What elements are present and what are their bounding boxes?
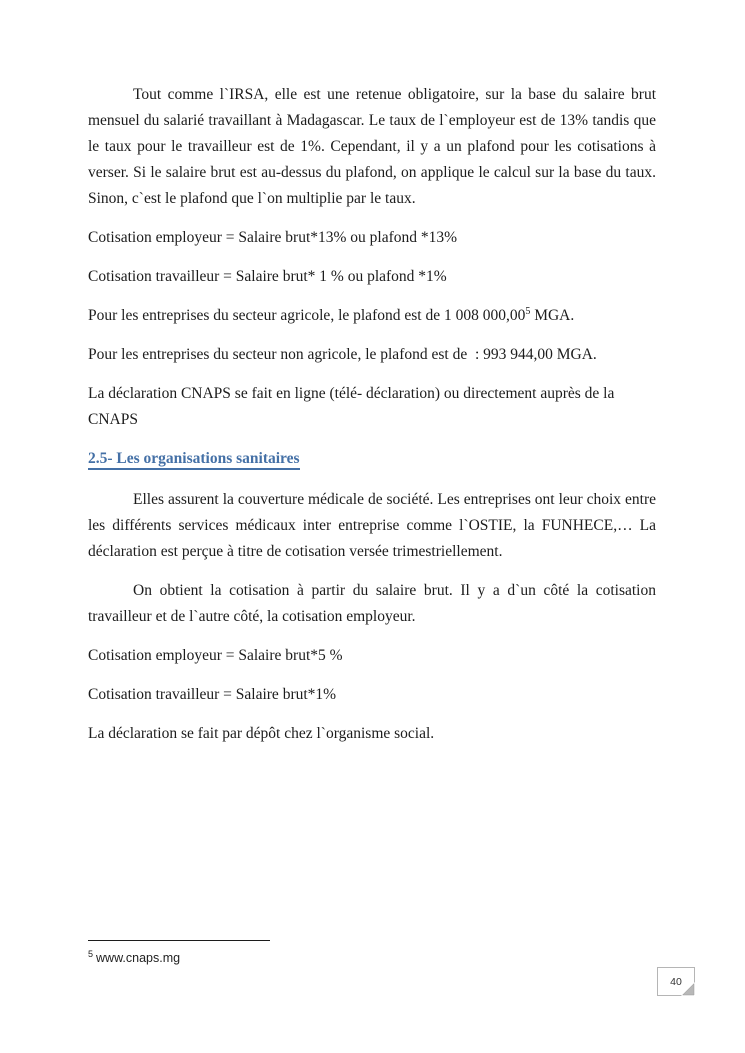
formula-cotisation-employeur-13: Cotisation employeur = Salaire brut*13% ou plafond *13% xyxy=(88,229,458,246)
line-declaration-depot: La déclaration se fait par dépôt chez l`organisme social. xyxy=(88,725,435,742)
paragraph-cotisation-salaire-brut: On obtient la cotisation à partir du salaire brut. Il y a d`un côté la cotisation travailleur et de l`autre côté, la cotisation employeur. xyxy=(88,582,656,625)
folded-corner-icon xyxy=(681,982,695,996)
footnote-separator xyxy=(88,940,270,941)
formula-cotisation-employeur-5: Cotisation employeur = Salaire brut*5 % xyxy=(88,647,343,664)
plafond-agricole-unit: MGA. xyxy=(530,307,575,324)
page-content xyxy=(88,82,656,760)
footnote-reference-5: 5 xyxy=(525,305,531,317)
formula-cotisation-travailleur-1b: Cotisation travailleur = Salaire brut*1% xyxy=(88,686,337,703)
line-plafond-non-agricole: Pour les entreprises du secteur non agricole, le plafond est de : 993 944,00 MGA. xyxy=(88,346,597,363)
paragraph-irsa: Tout comme l`IRSA, elle est une retenue obligatoire, sur la base du salaire brut mensuel du salarié travaillant à Madagascar. Le taux de l`employeur est de 13% tandis que le taux pour le travailleur est de 1%. Cependant, il y a un plafond pour les cotisations à verser. Si le salaire brut est au-dessus du plafond, on applique le calcul sur la base du taux. Sinon, c`est le plafond que l`on multiplie par le taux. xyxy=(88,86,656,207)
page-number-box xyxy=(657,967,695,996)
paragraph-organisations-sanitaires: Elles assurent la couverture médicale de société. Les entreprises ont leur choix entre les différents services médicaux inter entreprise comme l`OSTIE, la FUNHECE,… La déclaration est perçue à titre de cotisation versée trimestriellement. xyxy=(88,491,656,560)
line-declaration-cnaps: La déclaration CNAPS se fait en ligne (télé- déclaration) ou directement auprès de la CNAPS xyxy=(88,385,615,428)
section-heading-text: 2.5- Les organisations sanitaires xyxy=(88,450,300,470)
plafond-agricole-text: Pour les entreprises du secteur agricole, le plafond est de 1 008 000,00 xyxy=(88,307,526,324)
footnote-text: www.cnaps.mg xyxy=(96,951,181,966)
line-plafond-agricole xyxy=(88,303,656,329)
footnote-marker: 5 xyxy=(88,949,94,959)
page-number: 40 xyxy=(670,975,682,988)
formula-cotisation-travailleur-1: Cotisation travailleur = Salaire brut* 1 % ou plafond *1% xyxy=(88,268,447,285)
section-heading-2-5 xyxy=(88,446,656,472)
footnote xyxy=(88,945,180,967)
